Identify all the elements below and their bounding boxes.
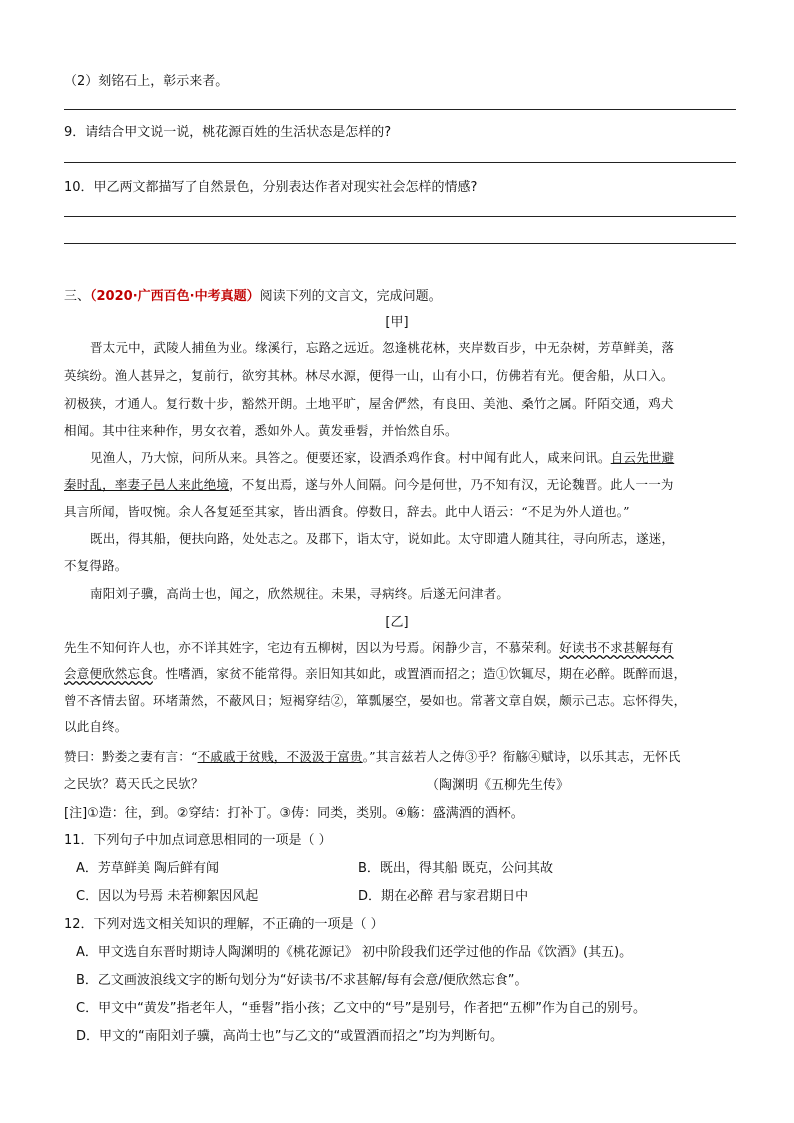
wavy-underlined-text: 好读书不求甚解每有 bbox=[559, 640, 674, 655]
q11-option-d[interactable]: D．期在必醉 君与家君期日中 bbox=[358, 889, 529, 904]
passage-jia-line: 相闻。其中往来种作，男女衣着，悉如外人。黄发垂髫，并怡然自乐。 bbox=[64, 423, 458, 438]
passage-source: （陶渊明《五柳先生传》 bbox=[426, 778, 570, 793]
passage-yi-line: 以此自终。 bbox=[64, 719, 128, 734]
passage-jia-line: 具言所闻，皆叹惋。余人各复延至其家，皆出酒食。停数日，辞去。此中人语云：“不足为外人道也。” bbox=[64, 504, 630, 519]
q11-option-b[interactable]: B．既出，得其船 既克，公问其故 bbox=[358, 861, 554, 876]
passage-jia-line: 既出，得其船，便扶向路，处处志之。及郡下，诣太守，说如此。太守即遣人随其往，寻向所志，遂迷， bbox=[90, 531, 675, 546]
passage-jia-line bbox=[64, 475, 674, 493]
q12-option-b[interactable]: B．乙文画波浪线文字的断句划分为“好读书/不求甚解/每有会意/便欣然忘食”。 bbox=[76, 973, 528, 988]
q12-option-a[interactable]: A．甲文选自东晋时期诗人陶渊明的《桃花源记》 初中阶段我们还学过他的作品《饮酒》(其五)。 bbox=[76, 945, 633, 960]
underlined-sentence: 秦时乱，率妻子邑人来此绝境 bbox=[64, 477, 230, 492]
q11-option-c[interactable]: C．因以为号焉 未若柳絮因风起 bbox=[76, 889, 259, 904]
passage-yi-line: 曾不吝情去留。环堵萧然，不蔽风日；短褐穿结②，箪瓢屡空，晏如也。常著文章自娱，颇示己志。忘怀得失， bbox=[64, 693, 687, 708]
text-run: ，不复出焉，遂与外人间隔。问今是何世，乃不知有汉，无论魏晋。此人一一为 bbox=[229, 477, 674, 492]
passage-jia-line: 不复得路。 bbox=[64, 558, 128, 573]
q12-option-c[interactable]: C．甲文中“黄发”指老年人，“垂髫”指小孩；乙文中的“号”是别号，作者把“五柳”作为自己的别号。 bbox=[76, 1001, 646, 1016]
q11-option-a[interactable]: A．芳草鲜美 陶后鲜有闻 bbox=[76, 861, 220, 876]
question-11: 11．下列句子中加点词意思相同的一项是（ ） bbox=[64, 833, 332, 848]
source-tag: （2020·广西百色·中考真题） bbox=[90, 289, 260, 304]
passage-yi-line bbox=[64, 747, 681, 765]
question-8-2: （2）刻铭石上，彰示来者。 bbox=[64, 74, 229, 89]
passage-jia-line bbox=[90, 448, 674, 466]
passage-yi-line: 之民欤？葛天氏之民欤？ bbox=[64, 776, 204, 791]
text-run: 见渔人，乃大惊，问所从来。具答之。便要还家，设酒杀鸡作食。村中闻有此人，咸来问讯。 bbox=[90, 450, 611, 465]
question-10: 10．甲乙两文都描写了自然景色，分别表达作者对现实社会怎样的情感? bbox=[64, 180, 478, 195]
passage-jia-line: 初极狭，才通人。复行数十步，豁然开朗。土地平旷，屋舍俨然，有良田、美池、桑竹之属。阡陌交通，鸡犬 bbox=[64, 396, 674, 411]
answer-line bbox=[64, 243, 736, 244]
question-12: 12．下列对选文相关知识的理解，不正确的一项是（ ） bbox=[64, 917, 384, 932]
passage-jia-line: 晋太元中，武陵人捕鱼为业。缘溪行，忘路之远近。忽逢桃花林，夹岸数百步，中无杂树，芳草鲜美，落 bbox=[90, 340, 675, 355]
section-3-heading bbox=[64, 285, 442, 304]
text-run: 先生不知何许人也，亦不详其姓字，宅边有五柳树，因以为号焉。闲静少言，不慕荣利。 bbox=[64, 640, 560, 655]
underlined-sentence: 自云先世避 bbox=[610, 450, 675, 465]
text-run: 。”其言兹若人之俦③乎？衔觞④赋诗，以乐其志，无怀氏 bbox=[362, 749, 681, 764]
question-9: 9．请结合甲文说一说，桃花源百姓的生活状态是怎样的? bbox=[64, 125, 392, 140]
answer-line bbox=[64, 216, 736, 217]
text-run: 。性嗜酒，家贫不能常得。亲旧知其如此，或置酒而招之；造①饮辄尽，期在必醉。既醉而退， bbox=[152, 666, 687, 681]
q12-option-d[interactable]: D．甲文的“南阳刘子骥，高尚士也”与乙文的“或置酒而招之”均为判断句。 bbox=[76, 1029, 503, 1044]
passage-yi-title: [乙] bbox=[385, 615, 409, 630]
text-run: 赞曰：黔娄之妻有言：“ bbox=[64, 749, 198, 764]
section-number: 三、 bbox=[64, 289, 91, 304]
answer-line bbox=[64, 109, 736, 110]
underlined-sentence: 不戚戚于贫贱，不汲汲于富贵 bbox=[197, 749, 363, 764]
wavy-underlined-text: 会意便欣然忘食 bbox=[64, 666, 153, 681]
passage-jia-line: 英缤纷。渔人甚异之，复前行，欲穷其林。林尽水源，便得一山，山有小口，仿佛若有光。便舍船，从口入。 bbox=[64, 368, 674, 383]
passage-jia-line: 南阳刘子骥，高尚士也，闻之，欣然规往。未果，寻病终。后遂无问津者。 bbox=[90, 586, 510, 601]
annotation-note: [注]①造：往，到。②穿结：打补丁。③俦：同类，类别。④觞：盛满酒的酒杯。 bbox=[64, 806, 524, 821]
section-instruction: 阅读下列的文言文，完成问题。 bbox=[259, 289, 442, 304]
passage-yi-line bbox=[64, 664, 686, 682]
passage-yi-line bbox=[64, 638, 674, 656]
answer-line bbox=[64, 162, 736, 163]
passage-jia-title: [甲] bbox=[385, 315, 409, 330]
